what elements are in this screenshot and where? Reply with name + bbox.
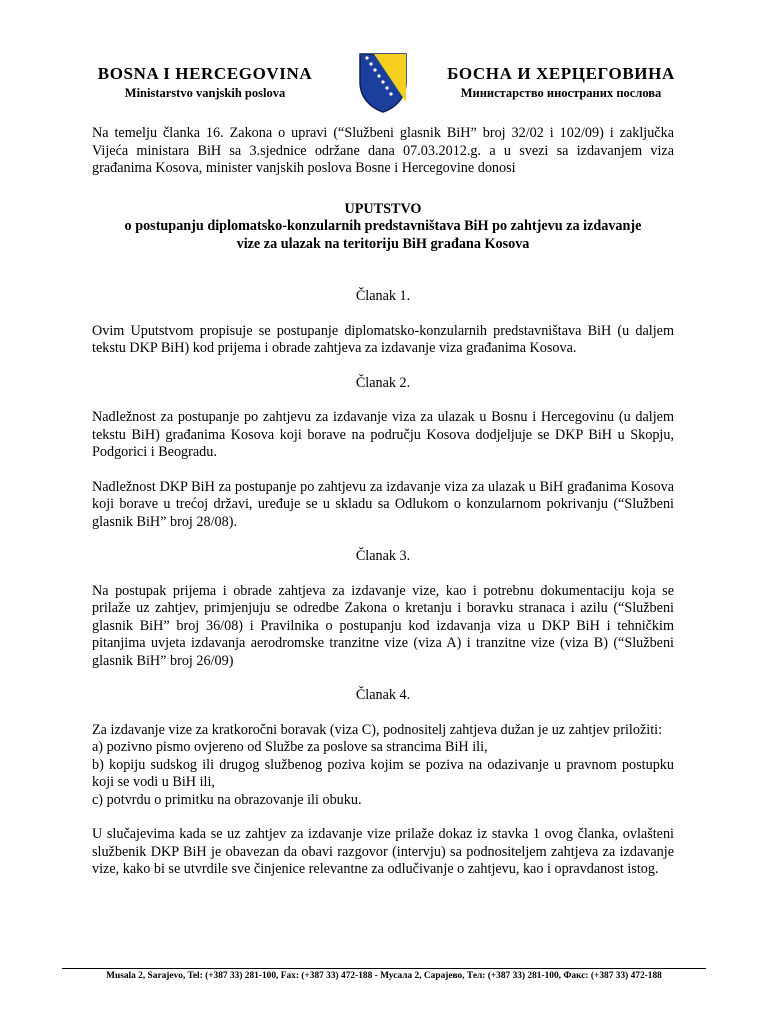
article-4-heading: Članak 4. bbox=[355, 687, 411, 703]
article-1-paragraph: Ovim Uputstvom propisuje se postupanje diplomatsko-konzularnih predstavništava BiH (u daljem tekstu DKP BiH) kod prijema i obrade zahtjeva za izdavanje viza građanima Kosova. bbox=[92, 322, 674, 356]
footer-address: Musala 2, Sarajevo, Tel: (+387 33) 281-100, Fax: (+387 33) 472-188 - Мусала 2, Сарајево, Тел: (+387 33) 281-100, Факс: (+387 33) 472-188 bbox=[106, 971, 662, 981]
title-line-1: UPUTSTVO bbox=[344, 200, 422, 217]
article-2-paragraph-2: Nadležnost DKP BiH za postupanje po zahtjevu za izdavanje viza za ulazak u BiH građanima Kosova koji borave u trećoj državi, uređuje se u skladu sa Odlukom o konzularnom pokrivanju (“Službeni glasnik BiH” broj 28/08). bbox=[92, 478, 674, 530]
article-2-paragraph-1: Nadležnost za postupanje po zahtjevu za izdavanje viza za ulazak u Bosnu i Hercegovinu (u daljem tekstu BiH) građanima Kosova koji borave na području Kosova dodjeljuje se DKP BiH u Skopju, Podgorici i Beogradu. bbox=[92, 409, 674, 460]
article-3-paragraph: Na postupak prijema i obrade zahtjeva za izdavanje vize, kao i potrebnu dokumentaciju koja se prilaže uz zahtjev, primjenjuju se odredbe Zakona o kretanju i boravku stranaca i azilu (“Službeni glasnik BiH” broj 36/08) i Pravilnika o postupanju kod izdavanja viza u DKP BiH i tehničkim pitanjima uvjeta izdavanja aerodromske tranzitne vize (viza A) i tranzitne vize (viza B) (“Službeni glasnik BiH” broj 26/09) bbox=[92, 582, 674, 669]
footer-divider bbox=[62, 968, 706, 969]
ministry-name-cyrillic: Министарство иностраних послова bbox=[460, 86, 662, 100]
article-4-item-c: c) potvrdu o primitku na obrazovanje ili obuku. bbox=[92, 791, 362, 808]
article-2-heading: Članak 2. bbox=[355, 374, 411, 391]
country-name-latin: BOSNA I HERCEGOVINA bbox=[97, 64, 313, 83]
document-title bbox=[92, 201, 674, 254]
letterhead-latin bbox=[68, 64, 342, 101]
letterhead bbox=[0, 52, 768, 122]
country-name-cyrillic: БОСНА И ХЕРЦЕГОВИНА bbox=[447, 64, 675, 83]
letterhead-cyrillic bbox=[420, 64, 702, 101]
document-body bbox=[92, 125, 674, 879]
article-4-lead: Za izdavanje vize za kratkoročni boravak (viza C), podnositelj zahtjeva dužan je uz zahtjev priložiti: bbox=[92, 721, 663, 738]
article-4-item-b: b) kopiju sudskog ili drugog službenog poziva kojim se poziva na odazivanje u pravnom postupku koji se vodi u BiH ili, bbox=[92, 756, 674, 790]
article-1-heading: Članak 1. bbox=[355, 288, 411, 304]
title-line-2: o postupanju diplomatsko-konzularnih predstavništava BiH po zahtjevu za izdavanje bbox=[124, 218, 642, 234]
ministry-name-latin: Ministarstvo vanjskih poslova bbox=[124, 86, 286, 100]
coat-of-arms-icon bbox=[357, 52, 409, 114]
article-4-item-a: a) pozivno pismo ovjereno od Službe za poslove sa strancima BiH ili, bbox=[92, 739, 488, 755]
intro-paragraph: Na temelju članka 16. Zakona o upravi (“Službeni glasnik BiH” broj 32/02 i 102/09) i zaključka Vijeća ministara BiH sa 3.sjednice održane dana 07.03.2012.g. a u svezi sa izdavanjem viza građanima Kosova, minister vanjskih poslova Bosne i Hercegovine donosi bbox=[92, 125, 674, 176]
title-line-3: vize za ulazak na teritoriju BiH građana Kosova bbox=[236, 235, 530, 252]
article-3-heading: Članak 3. bbox=[355, 548, 411, 564]
article-4-closing: U slučajevima kada se uz zahtjev za izdavanje vize prilaže dokaz iz stavka 1 ovog članka, ovlašteni službenik DKP BiH je obavezan da obavi razgovor (intervju) sa podnositeljem zahtjeva za izdavanje vize, kako bi se utvrdile sve činjenice relevantne za odlučivanje o zahtjevu, kao i opravdanost istog. bbox=[92, 826, 674, 877]
